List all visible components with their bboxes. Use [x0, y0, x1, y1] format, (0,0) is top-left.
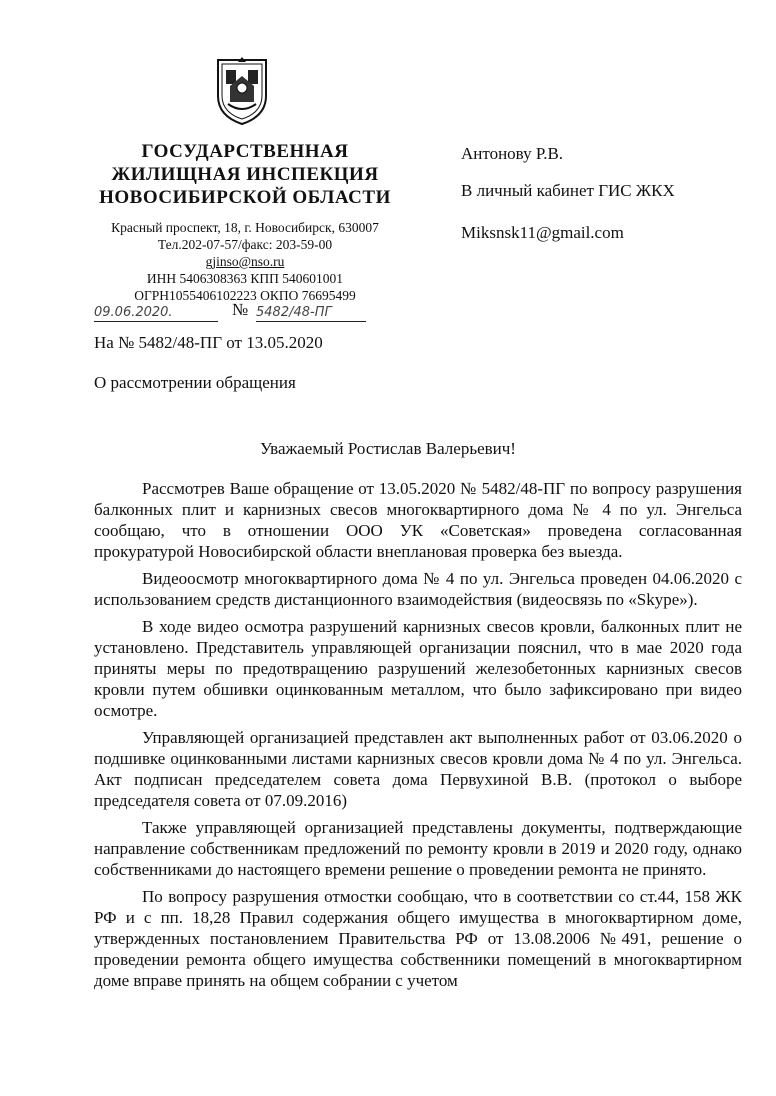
org-ogrn: ОГРН1055406102223 ОКПО 76695499 [134, 288, 356, 303]
registration-date-line [94, 303, 218, 322]
registration-date: 09.06.2020. [94, 305, 173, 320]
subject-line: О рассмотрении обращения [94, 373, 296, 392]
org-email-row [80, 253, 410, 270]
registration-number-label: № [232, 300, 249, 319]
coat-of-arms-emblem [212, 56, 272, 126]
paragraph-5: Также управляющей организацией представлены документы, подтверждающие направление собственникам предложений по ремонту кровли в 2019 и 2020 году, однако собственниками до настоящего времени решение о проведении ремонта не принято. [94, 818, 742, 879]
reference-line: На № 5482/48-ПГ от 13.05.2020 [94, 333, 323, 352]
letter-body [94, 478, 742, 991]
paragraph-6: По вопросу разрушения отмостки сообщаю, что в соответствии со ст.44, 158 ЖК РФ и с пп. 18,28 Правил содержания общего имущества в многоквартирном доме, утвержденных постановлением Правительства РФ от 13.08.2006 №491, решение о проведении ремонта общего имущества собственники помещений в многоквартирном доме вправе принять на общем собрании с учетом [94, 887, 742, 990]
org-address: Красный проспект, 18, г. Новосибирск, 630007 [111, 220, 379, 235]
paragraph-4: Управляющей организацией представлен акт выполненных работ от 03.06.2020 о подшивке оцинкованными листами карнизных свесов кровли дома № 4 по ул. Энгельса. Акт подписан председателем совета дома Первухиной В.В. (протокол о выборе председателя совета от 07.09.2016) [94, 728, 742, 810]
org-phone: Тел.202-07-57/факс: 203-59-00 [157, 237, 333, 252]
greeting: Уважаемый Ростислав Валерьевич! [260, 439, 516, 458]
recipient-channel: В личный кабинет ГИС ЖКХ [461, 181, 675, 200]
paragraph-2: Видеоосмотр многоквартирного дома № 4 по ул. Энгельса проведен 04.06.2020 с использованием средств дистанционного взаимодействия (видеосвязь по «Skype»). [94, 569, 742, 609]
paragraph-1: Рассмотрев Ваше обращение от 13.05.2020 № 5482/48-ПГ по вопросу разрушения балконных плит и карнизных свесов многоквартирного дома № 4 по ул. Энгельса сообщаю, что в отношении ООО УК «Советская» проведена согласованная прокуратурой Новосибирской области внеплановая проверка без выезда. [94, 479, 742, 561]
org-name-line1: ГОСУДАРСТВЕННАЯ [141, 141, 349, 162]
org-inn: ИНН 5406308363 КПП 540601001 [146, 271, 344, 286]
org-name-line2: ЖИЛИЩНАЯ ИНСПЕКЦИЯ [111, 164, 379, 185]
recipient-email: Miksnsk11@gmail.com [461, 223, 624, 242]
registration-number: 5482/48-ПГ [256, 305, 332, 320]
recipient-name: Антонову Р.В. [461, 144, 564, 163]
paragraph-3: В ходе видео осмотра разрушений карнизных свесов кровли, балконных плит не установлено. Представитель управляющей организации пояснил, что в мае 2020 года приняты меры по предотвращению разрушений железобетонных карнизных свесов кровли путем обшивки оцинкованным металлом, что было зафиксировано при видео осмотре. [94, 617, 742, 720]
org-email-link[interactable]: gjinso@nso.ru [205, 254, 285, 269]
registration-number-line [256, 303, 366, 322]
org-name-line3: НОВОСИБИРСКОЙ ОБЛАСТИ [99, 187, 391, 208]
